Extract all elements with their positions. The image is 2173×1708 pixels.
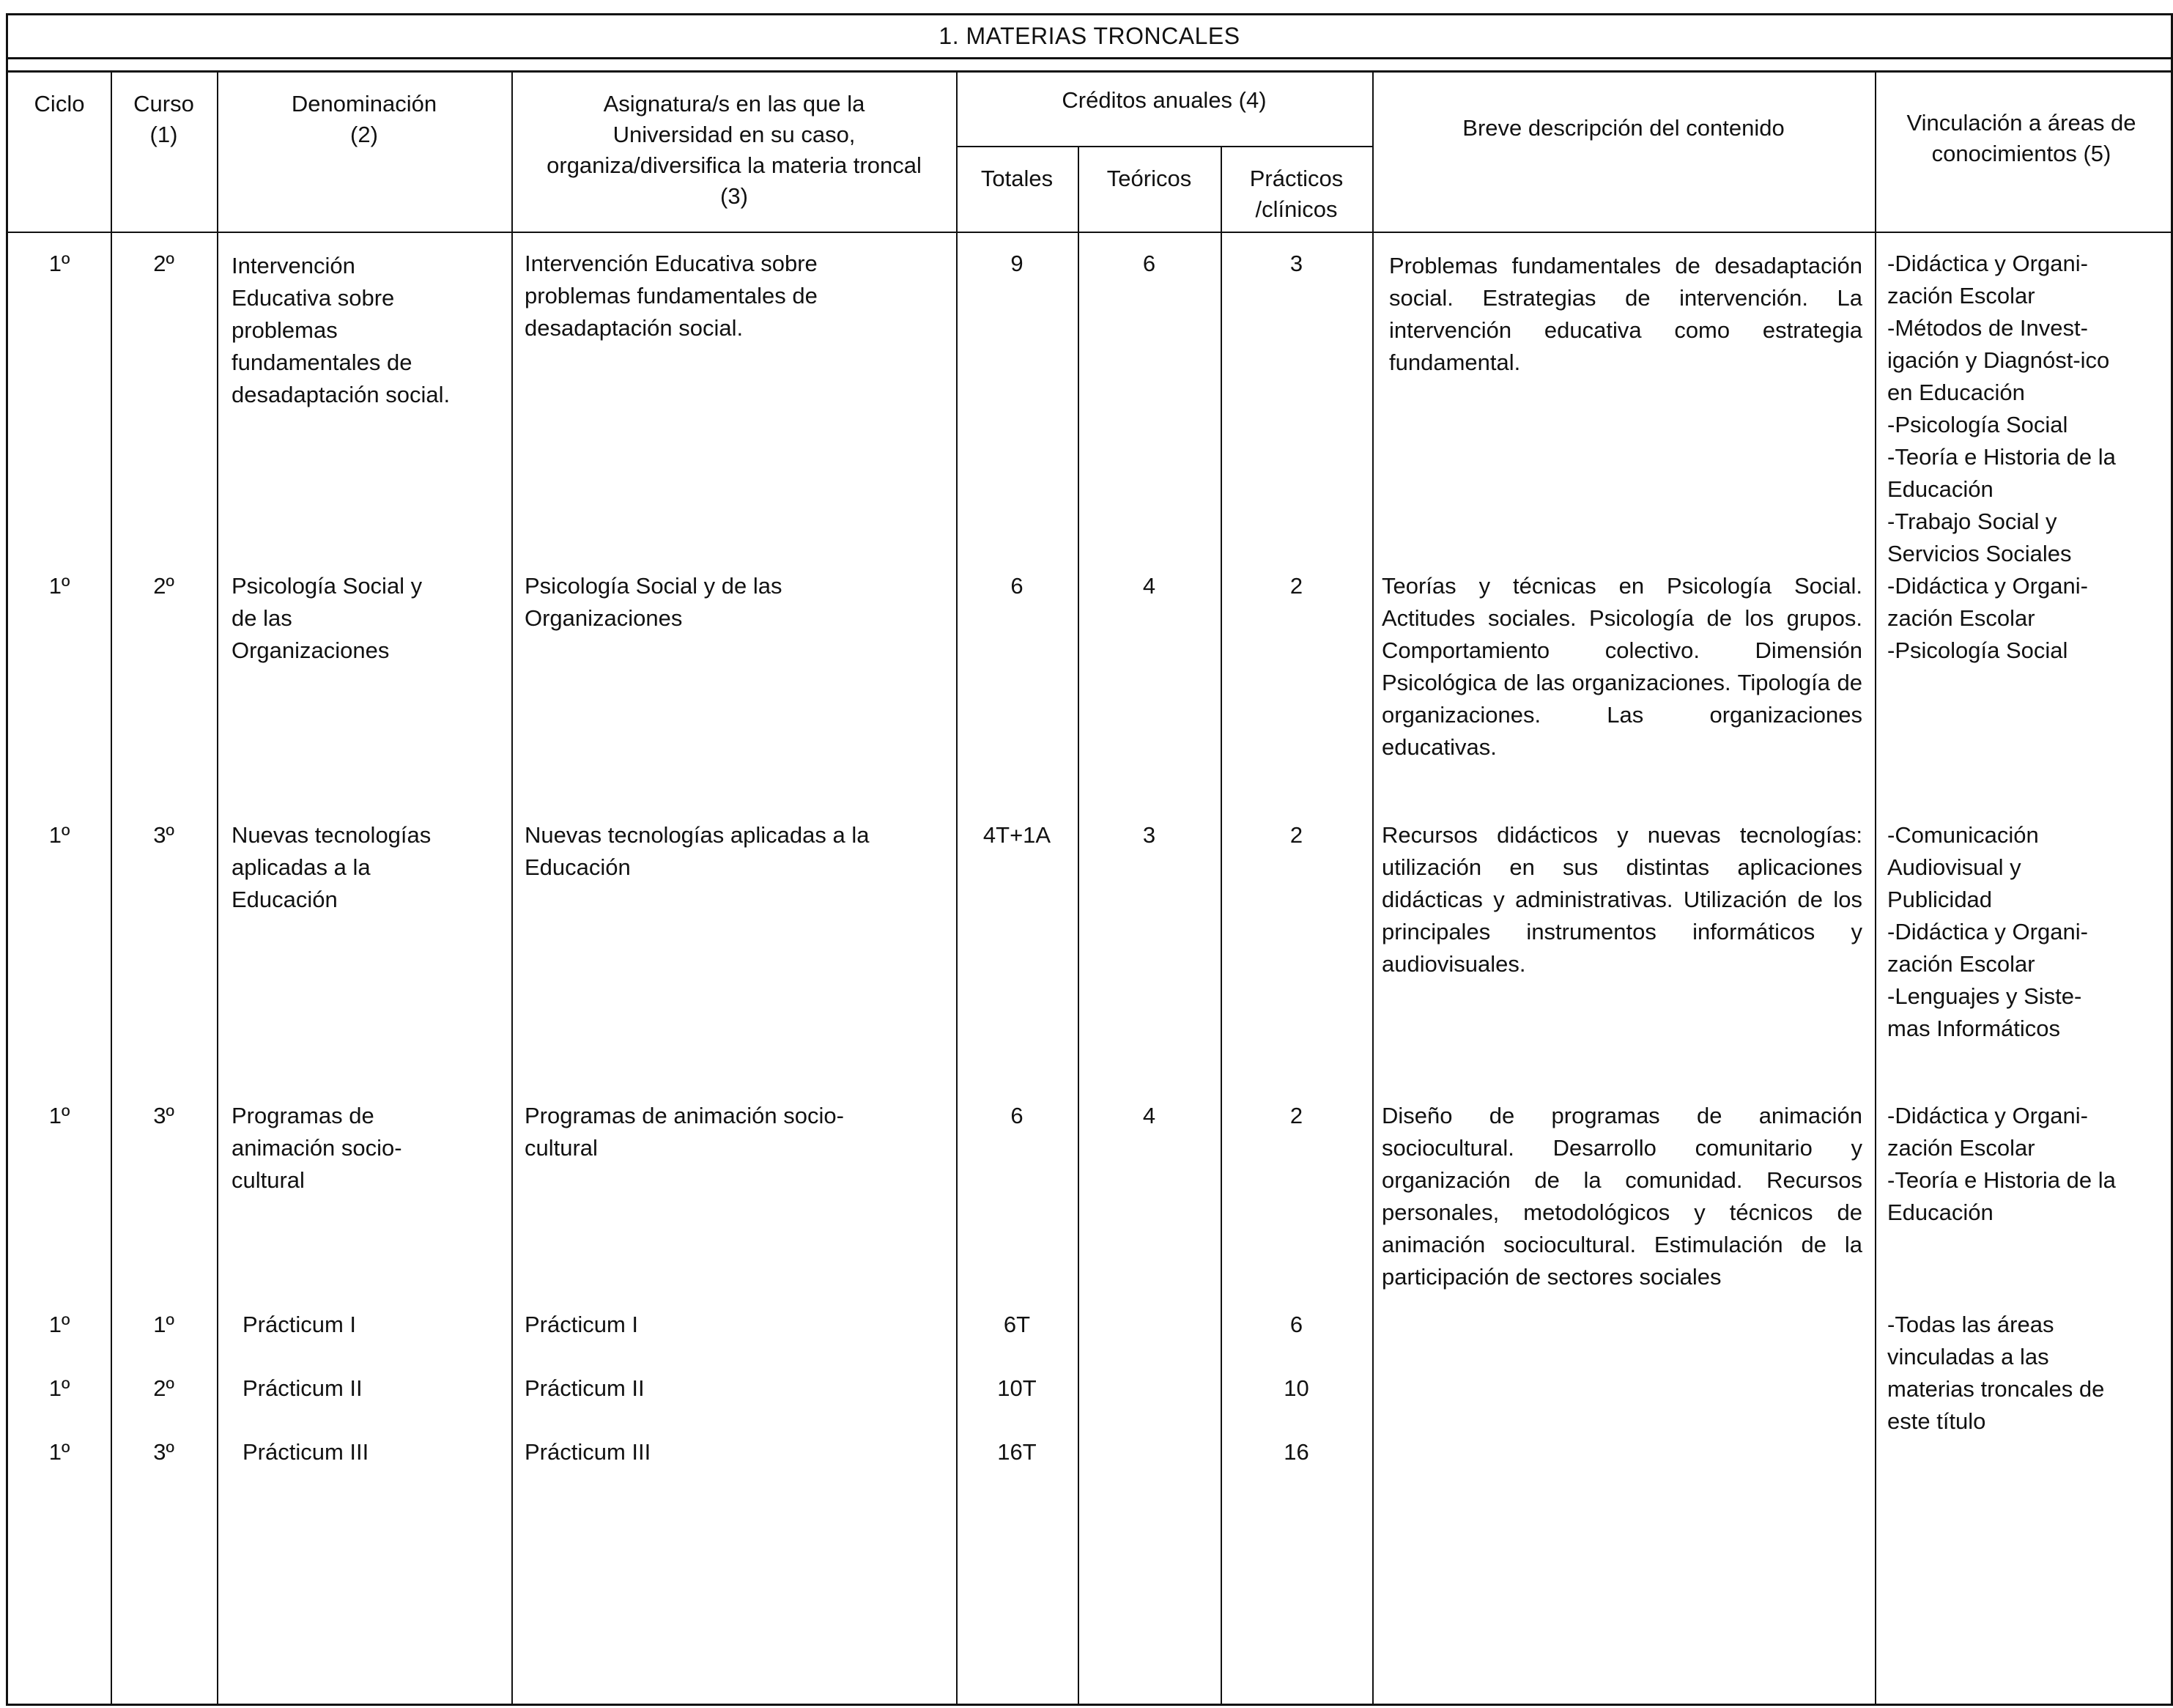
cell-ciclo: 1º [48, 1439, 70, 1465]
cell-teoricos: 4 [1142, 1103, 1156, 1128]
cell-denominacion: Nuevas tecnologías aplicadas a la Educación [232, 822, 432, 912]
cell-ciclo: 1º [48, 822, 70, 848]
column-divider [217, 71, 218, 1705]
header-ciclo: Ciclo [34, 91, 85, 117]
cell-teoricos: 4 [1142, 573, 1156, 599]
cell-denominacion: Prácticum III [243, 1439, 369, 1465]
column-divider [511, 71, 513, 1705]
header-asignatura: Asignatura/s en las que la Universidad en su caso, organiza/diversifica la materia troncal (3) [547, 91, 922, 209]
cell-practicos: 6 [1289, 1312, 1303, 1337]
cell-denominacion: Intervención Educativa sobre problemas fundamentales de desadaptación social. [232, 253, 451, 407]
cell-curso: 2º [153, 573, 174, 599]
cell-vinculacion: -Comunicación Audiovisual y Publicidad -Didáctica y Organi- zación Escolar -Lenguajes y Siste- mas Informáticos [1887, 822, 2088, 1041]
cell-asignatura: Psicología Social y de las Organizaciones [525, 573, 782, 631]
header-bottom-rule [8, 232, 2171, 233]
cell-denominacion: Programas de animación socio- cultural [232, 1103, 402, 1193]
cell-curso: 1º [153, 1312, 174, 1337]
cell-totales: 9 [1010, 251, 1023, 276]
column-divider [1372, 71, 1374, 1705]
cell-descripcion: Diseño de programas de animación sociocultural. Desarrollo comunitario y organización de la comunidad. Recursos personales, metodológicos y técnicos de animación sociocultural. Estimulación de la participación de sectores sociales [1382, 1103, 1862, 1290]
header-teoricos: Teóricos [1106, 166, 1192, 191]
cell-curso: 3º [153, 1439, 174, 1465]
header-totales: Totales [980, 166, 1054, 191]
cell-totales: 6 [1010, 1103, 1023, 1128]
cell-denominacion: Prácticum I [243, 1312, 357, 1337]
cell-asignatura: Prácticum I [525, 1312, 639, 1337]
header-creditos-anuales: Créditos anuales (4) [1062, 87, 1267, 113]
cell-ciclo: 1º [48, 1103, 70, 1128]
cell-curso: 2º [153, 251, 174, 276]
cell-curso: 3º [153, 1103, 174, 1128]
cell-curso: 3º [153, 822, 174, 848]
cell-vinculacion: -Didáctica y Organi- zación Escolar -Teoría e Historia de la Educación [1887, 1103, 2116, 1225]
cell-vinculacion: -Didáctica y Organi- zación Escolar -Métodos de Invest- igación y Diagnóst-ico en Educación -Psicología Social -Teoría e Historia de la Educación -Trabajo Social y Servicios Sociales [1887, 251, 2116, 566]
table-title: 1. MATERIAS TRONCALES [8, 15, 2171, 59]
column-divider [1078, 147, 1079, 1705]
cell-practicos: 2 [1289, 573, 1303, 599]
cell-descripcion: Recursos didácticos y nuevas tecnologías: utilización en sus distintas aplicaciones didácticas y administrativas. Utilización de los principales instrumentos informáticos y audiovisuales. [1382, 822, 1862, 977]
header-denominacion: Denominación (2) [291, 91, 437, 147]
cell-ciclo: 1º [48, 573, 70, 599]
cell-practicos: 3 [1289, 251, 1303, 276]
cell-totales: 6 [1010, 573, 1023, 599]
creditos-subheader-rule [956, 146, 1372, 147]
cell-descripcion: Teorías y técnicas en Psicología Social. Actitudes sociales. Psicología de los grupos. Comportamiento colectivo. Dimensión Psicológica de las organizaciones. Tipología de organizaciones. Las organizaciones educativas. [1382, 573, 1862, 760]
column-divider [1875, 71, 1876, 1705]
column-divider [1221, 147, 1222, 1705]
cell-totales: 10T [997, 1375, 1037, 1401]
cell-vinculacion: -Didáctica y Organi- zación Escolar -Psicología Social [1887, 573, 2088, 663]
cell-totales: 16T [997, 1439, 1037, 1465]
header-descripcion: Breve descripción del contenido [1462, 115, 1785, 141]
cell-teoricos: 3 [1142, 822, 1156, 848]
cell-ciclo: 1º [48, 1312, 70, 1337]
cell-practicos: 10 [1284, 1375, 1309, 1401]
cell-vinculacion: -Todas las áreas vinculadas a las materias troncales de este título [1887, 1312, 2105, 1434]
cell-denominacion: Prácticum II [243, 1375, 363, 1401]
cell-teoricos: 6 [1142, 251, 1156, 276]
cell-totales: 4T+1A [982, 822, 1051, 848]
cell-totales: 6T [1003, 1312, 1031, 1337]
cell-curso: 2º [153, 1375, 174, 1401]
cell-ciclo: 1º [48, 251, 70, 276]
cell-denominacion: Psicología Social y de las Organizaciones [232, 573, 423, 663]
materias-troncales-table [6, 13, 2173, 1706]
cell-asignatura: Programas de animación socio- cultural [525, 1103, 844, 1161]
cell-ciclo: 1º [48, 1375, 70, 1401]
title-divider [8, 70, 2171, 73]
header-vinculacion: Vinculación a áreas de conocimientos (5) [1906, 110, 2136, 166]
cell-descripcion: Problemas fundamentales de desadaptación social. Estrategias de intervención. La intervención educativa como estrategia fundamental. [1389, 253, 1862, 375]
cell-practicos: 16 [1284, 1439, 1309, 1465]
cell-practicos: 2 [1289, 1103, 1303, 1128]
cell-asignatura: Prácticum II [525, 1375, 645, 1401]
cell-asignatura: Nuevas tecnologías aplicadas a la Educación [525, 822, 870, 880]
header-curso: Curso (1) [133, 91, 194, 147]
cell-asignatura: Prácticum III [525, 1439, 651, 1465]
header-practicos: Prácticos /clínicos [1249, 166, 1344, 222]
cell-practicos: 2 [1289, 822, 1303, 848]
cell-asignatura: Intervención Educativa sobre problemas fundamentales de desadaptación social. [525, 251, 818, 341]
